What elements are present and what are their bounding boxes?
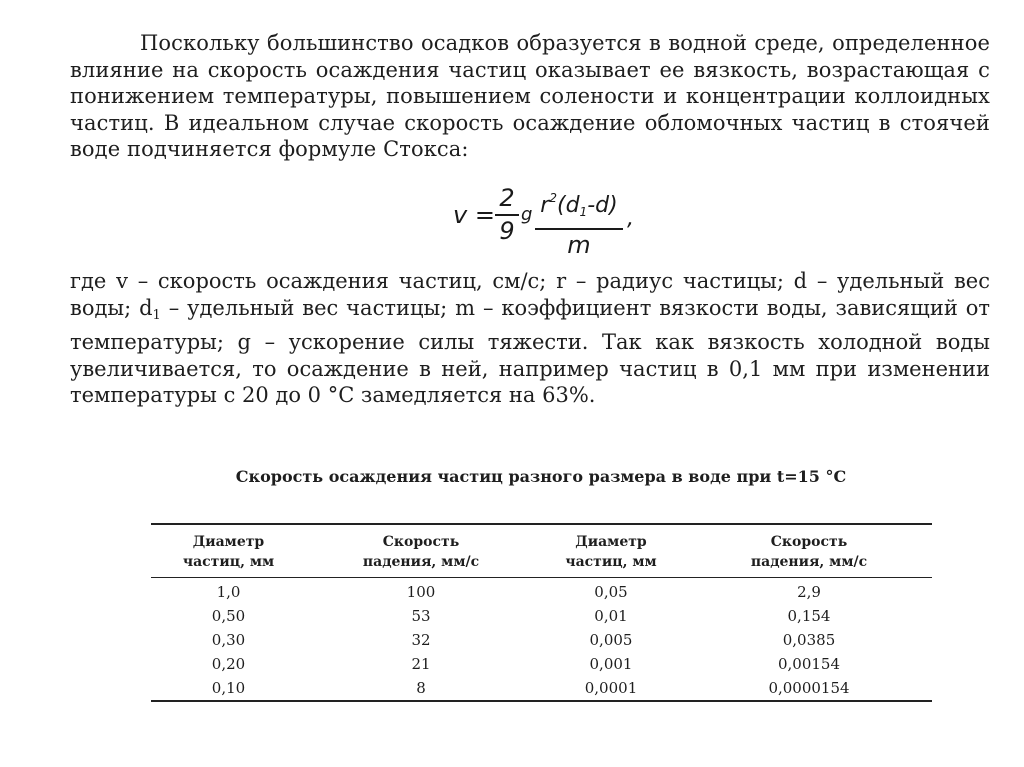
header-line: падения, мм/с (750, 554, 868, 570)
table-cell: 21 (411, 655, 431, 673)
table-cell: 1,0 (216, 583, 241, 601)
table-caption: Скорость осаждения частиц разного размера в воде при t=15 °С (235, 467, 847, 486)
table-cell: 0,00154 (777, 655, 841, 673)
header-velocity-1 (306, 524, 536, 578)
header-line: частиц, мм (565, 554, 657, 570)
table-cell: 0,10 (211, 679, 246, 697)
formula-main-fraction (535, 184, 623, 259)
numerator-r-exponent: 2 (549, 191, 557, 205)
formula-g: g (521, 204, 533, 225)
header-line: Диаметр (192, 534, 265, 550)
numerator-d-subscript: 1 (579, 205, 588, 219)
header-line: частиц, мм (182, 554, 275, 570)
table-cell: 0,0385 (782, 631, 836, 649)
header-line: Диаметр (575, 534, 647, 550)
table-cell: 0,001 (589, 655, 633, 673)
table-row (151, 652, 932, 676)
table-cell: 0,01 (594, 607, 628, 625)
coefficient-denominator: 9 (499, 217, 515, 245)
header-diameter-1 (151, 524, 306, 578)
table-cell: 0,005 (589, 631, 633, 649)
main-denominator: m (567, 231, 591, 259)
coefficient-numerator: 2 (499, 184, 515, 212)
table-cell: 0,05 (594, 583, 628, 601)
table-row (151, 578, 932, 605)
header-velocity-2 (686, 524, 932, 578)
definitions-text-part2: – удельный вес частицы; m – коэффициент вязкости воды, зависящий от температуры; g – ускорение силы тяжести. Так как вязкость холодной воды увеличивается, то осаждение в ней, например частиц в 0,1 мм при изменении температуры с 20 до 0 °С замедляется на 63%. (70, 295, 990, 407)
header-line: Скорость (770, 534, 848, 550)
formula-comma: , (627, 206, 634, 231)
header-line: падения, мм/с (362, 554, 480, 570)
main-numerator (535, 184, 623, 226)
table-cell: 0,0001 (584, 679, 638, 697)
numerator-open: (d (556, 193, 580, 218)
fraction-bar (535, 228, 623, 230)
definitions-paragraph (70, 268, 990, 409)
table-cell: 53 (411, 607, 431, 625)
table-cell: 0,50 (211, 607, 246, 625)
table-cell: 0,154 (787, 607, 831, 625)
settling-velocity-table (151, 523, 932, 702)
header-line: Скорость (382, 534, 460, 550)
formula-coefficient-fraction (495, 184, 519, 245)
definitions-subscript: 1 (152, 307, 161, 323)
table-cell: 32 (411, 631, 431, 649)
formula-lhs: v = (453, 201, 495, 229)
definitions-text-part1: где v – скорость осаждения частиц, см/с; r – радиус частицы; d – удельный вес воды; d (70, 269, 990, 320)
fraction-bar (495, 214, 519, 216)
table-header-row (151, 524, 932, 578)
table-cell: 100 (406, 583, 436, 601)
table-cell: 8 (416, 679, 426, 697)
table-row (151, 604, 932, 628)
table-cell: 0,30 (211, 631, 246, 649)
table-cell: 0,20 (211, 655, 246, 673)
table-cell: 2,9 (797, 583, 821, 601)
table-row (151, 676, 932, 701)
numerator-close: -d) (587, 193, 618, 218)
stokes-formula (453, 184, 653, 259)
numerator-r: r (540, 193, 550, 218)
table-cell: 0,0000154 (768, 679, 850, 697)
header-diameter-2 (536, 524, 686, 578)
intro-paragraph: Поскольку большинство осадков образуется в водной среде, определенное влияние на скорость осаждения частиц оказывает ее вязкость, возрастающая с понижением температуры, повышением солености и концентрации коллоидных частиц. В идеальном случае скорость осаждение обломочных частиц в стоячей воде подчиняется формуле Стокса: (70, 31, 990, 161)
table-row (151, 628, 932, 652)
